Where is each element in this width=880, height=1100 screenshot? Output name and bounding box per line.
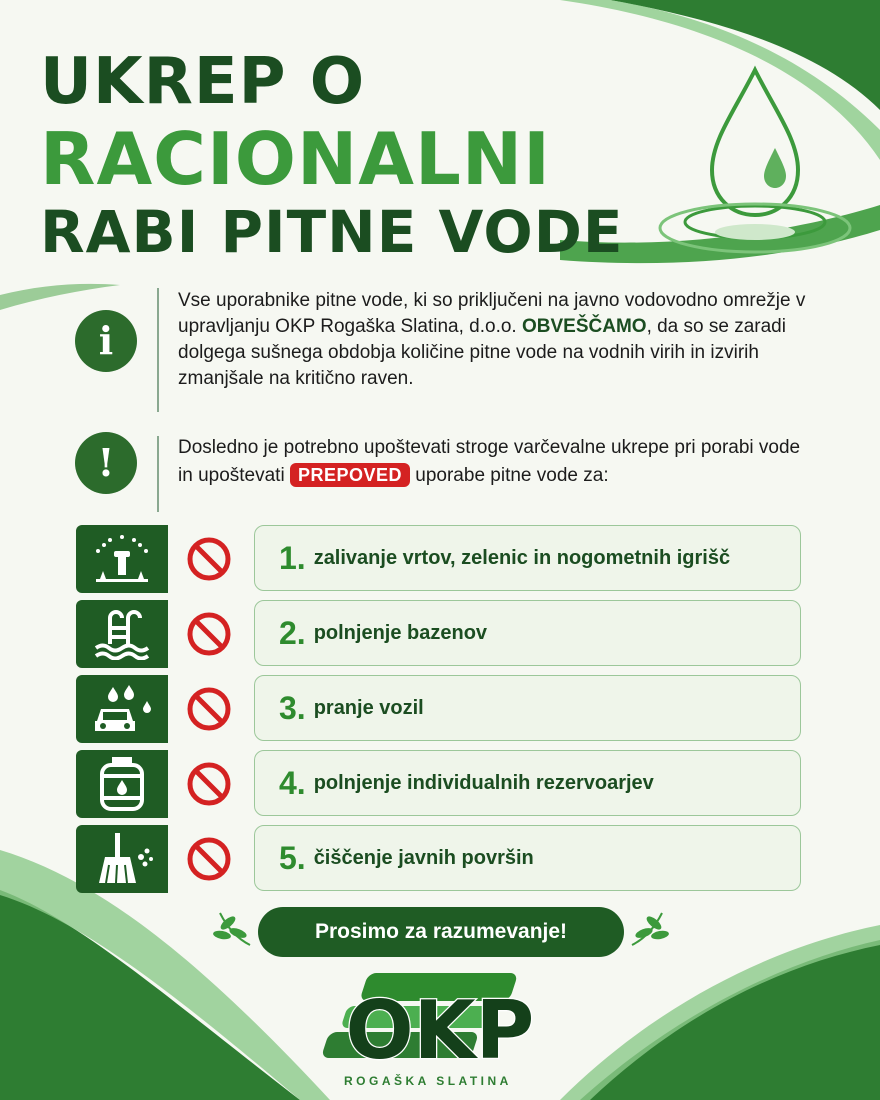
restriction-label: polnjenje bazenov <box>313 621 488 644</box>
leaf-sprig-icon <box>628 905 674 951</box>
notice-emphasis: OBVEŠČAMO <box>521 316 647 337</box>
warning-text <box>178 434 818 490</box>
warning-divider <box>157 436 159 512</box>
prohibition-icon <box>186 536 232 582</box>
restriction-row-1 <box>76 525 801 593</box>
restriction-number: 4. <box>279 764 306 801</box>
restriction-number: 3. <box>279 689 306 726</box>
info-icon: i <box>75 310 137 372</box>
prohibition-icon <box>186 686 232 732</box>
restriction-number: 1. <box>279 539 306 576</box>
water-tank-icon <box>76 750 168 818</box>
exclamation-icon: ! <box>75 432 137 494</box>
car-wash-icon <box>76 675 168 743</box>
title-line-2: RACIONALNI <box>40 117 551 201</box>
restriction-row-2 <box>76 600 801 668</box>
prohibition-icon <box>186 761 232 807</box>
notice-divider <box>157 288 159 412</box>
notice-text <box>178 288 818 392</box>
okp-logo <box>320 968 560 1072</box>
restriction-label-box <box>254 750 801 816</box>
restriction-label-box <box>254 600 801 666</box>
warning-text-start: Dosledno je potrebno upoštevati stroge varčevalne ukrepe pri porabi vode in upoštevati <box>178 437 801 486</box>
restriction-label-box <box>254 825 801 891</box>
restriction-label: pranje vozil <box>313 696 424 719</box>
warning-text-end: uporabe pitne vode za: <box>415 465 609 486</box>
prohibition-badge: PREPOVED <box>290 463 410 487</box>
title-line-3: RABI PITNE VODE <box>40 198 624 266</box>
restriction-label-box <box>254 675 801 741</box>
restriction-label: polnjenje individualnih rezervoarjev <box>313 771 654 794</box>
restriction-row-5 <box>76 825 801 893</box>
notice-text-end: , da so se zaradi dolgega sušnega obdobja količine pitne vode na vodnih virih in izvirih zmanjšale na kritično raven. <box>178 316 786 389</box>
prohibition-icon <box>186 611 232 657</box>
leaf-sprig-icon <box>208 905 254 951</box>
notice-text-start: Vse uporabnike pitne vode, ki so priključeni na javno vodovodno omrežje v upravljanju OKP Rogaška Slatina, d.o.o. <box>178 290 806 337</box>
sprinkler-icon <box>76 525 168 593</box>
okp-logo-text: OKP <box>345 984 535 1072</box>
restriction-number: 2. <box>279 614 306 651</box>
restriction-row-4 <box>76 750 801 818</box>
restriction-number: 5. <box>279 839 306 876</box>
restriction-label-box <box>254 525 801 591</box>
pool-ladder-icon <box>76 600 168 668</box>
prohibition-icon <box>186 836 232 882</box>
restriction-label: čiščenje javnih površin <box>313 846 534 869</box>
restriction-row-3 <box>76 675 801 743</box>
title-line-1: UKREP O <box>40 45 366 119</box>
restriction-label: zalivanje vrtov, zelenic in nogometnih igrišč <box>313 546 731 569</box>
thank-you-banner: Prosimo za razumevanje! <box>258 907 624 957</box>
broom-icon <box>76 825 168 893</box>
okp-subtitle: ROGAŠKA SLATINA <box>344 1074 512 1088</box>
